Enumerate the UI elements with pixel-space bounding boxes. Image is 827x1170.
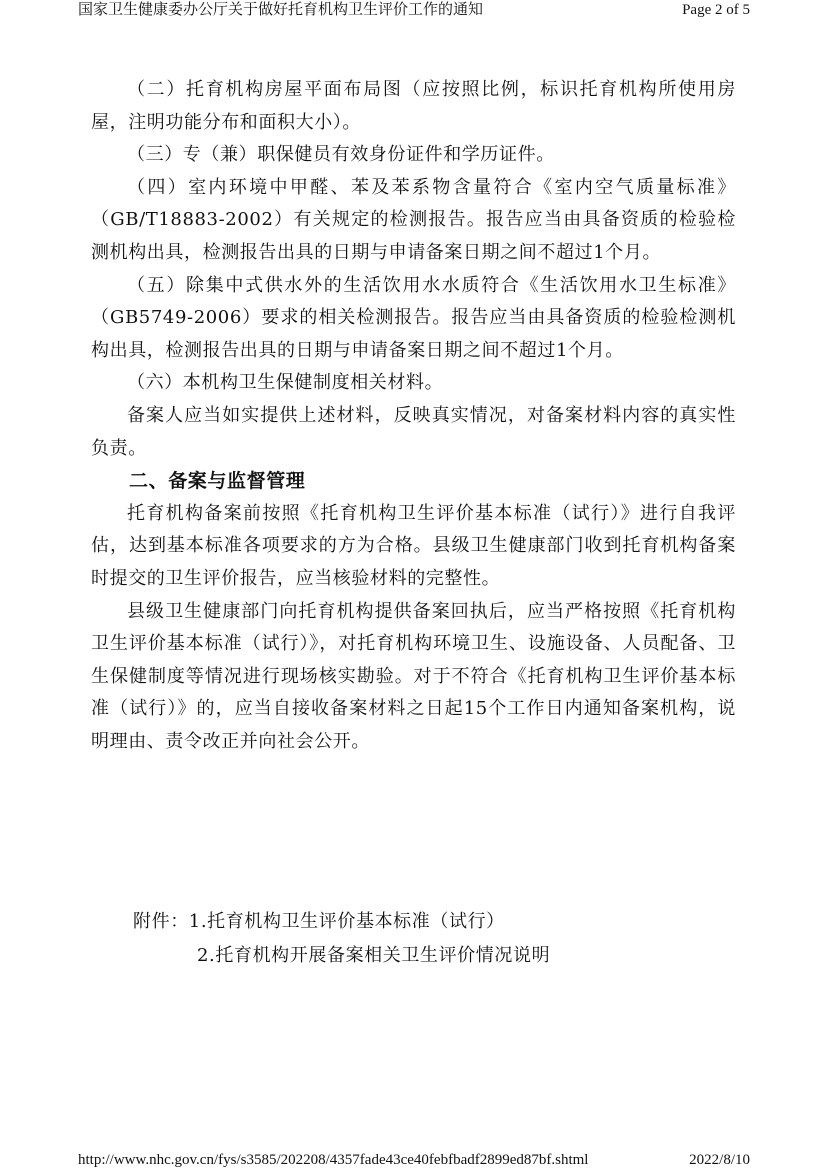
document-body — [91, 74, 736, 758]
paragraph-item-4-indoor-air-report: （四）室内环境中甲醛、苯及苯系物含量符合《室内空气质量标准》（GB/T18883-2002）有关规定的检测报告。报告应当由具备资质的检验检测机构出具，检测报告出具的日期与申请备案日期之间不超过1个月。 — [91, 176, 736, 263]
attachment-item-2: 2.托育机构开展备案相关卫生评价情况说明 — [197, 945, 551, 966]
paragraph-self-assessment: 托育机构备案前按照《托育机构卫生评价基本标准（试行）》进行自我评估，达到基本标准各项要求的方为合格。县级卫生健康部门收到托育机构备案时提交的卫生评价报告，应当核验材料的完整性。 — [91, 502, 736, 589]
print-header-title: 国家卫生健康委办公厅关于做好托育机构卫生评价工作的通知 — [78, 2, 484, 18]
attachment-item-1: 附件：1.托育机构卫生评价基本标准（试行） — [133, 911, 505, 932]
paragraph-item-5-water-quality-report: （五）除集中式供水外的生活饮用水水质符合《生活饮用水卫生标准》（GB5749-2006）要求的相关检测报告。报告应当由具备资质的检验检测机构出具，检测报告出具的日期与申请备案日期之间不超过1个月。 — [91, 274, 736, 361]
paragraph-applicant-responsibility: 备案人应当如实提供上述材料，反映真实情况，对备案材料内容的真实性负责。 — [91, 404, 736, 459]
paragraph-item-6-health-system-materials: （六）本机构卫生保健制度相关材料。 — [127, 372, 444, 394]
paragraph-item-2-floor-plan: （二）托育机构房屋平面布局图（应按照比例，标识托育机构所使用房屋，注明功能分布和面积大小）。 — [91, 79, 736, 133]
section-heading-filing-and-supervision: 二、备案与监督管理 — [129, 470, 306, 493]
attachments-list — [133, 905, 550, 973]
paragraph-item-3-health-worker-id: （三）专（兼）职保健员有效身份证件和学历证件。 — [127, 144, 555, 166]
print-footer-date: 2022/8/10 — [689, 1152, 750, 1168]
print-footer-url: http://www.nhc.gov.cn/fys/s3585/202208/4357fade43ce40febfbadf2899ed87bf.shtml — [78, 1152, 589, 1168]
print-header-page-number: Page 2 of 5 — [682, 2, 750, 18]
paragraph-onsite-verification: 县级卫生健康部门向托育机构提供备案回执后，应当严格按照《托育机构卫生评价基本标准（试行）》，对托育机构环境卫生、设施设备、人员配备、卫生保健制度等情况进行现场核实勘验。对于不符合《托育机构卫生评价基本标准（试行）》的，应当自接收备案材料之日起15个工作日内通知备案机构，说明理由、责令改正并向社会公开。 — [91, 600, 736, 752]
